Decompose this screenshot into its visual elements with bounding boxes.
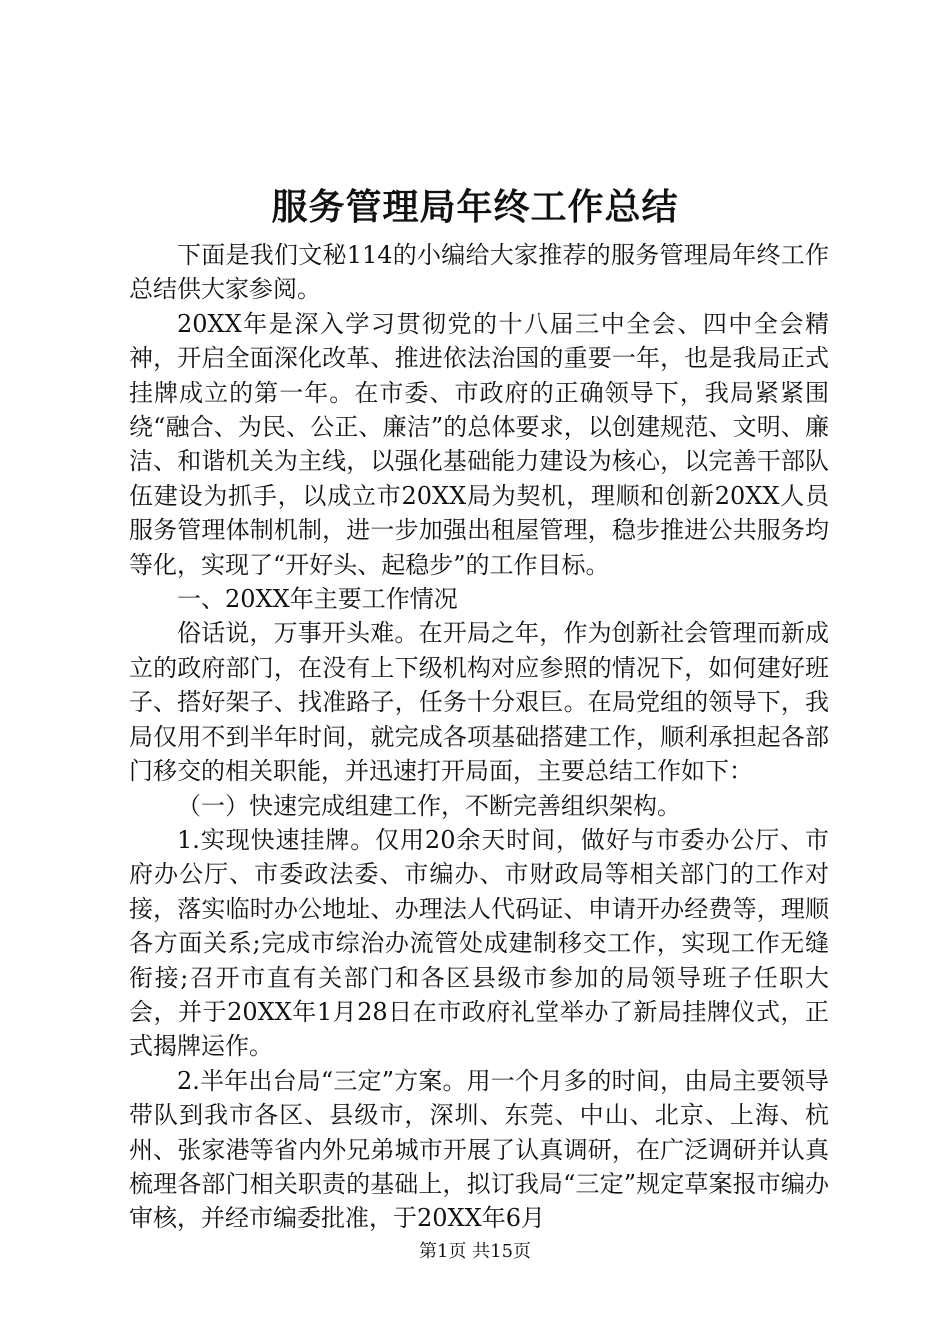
paragraph: 俗话说，万事开头难。在开局之年，作为创新社会管理而新成立的政府部门，在没有上下级机构对应参照的情况下，如何建好班子、搭好架子、找准路子，任务十分艰巨。在局党组的领导下，我局仅用不到半年时间，就完成各项基础搭建工作，顺利承担起各部门移交的相关职能，并迅速打开局面，主要总结工作如下： (129, 619, 829, 786)
subsection-heading: （一）快速完成组建工作，不断完善组织架构。 (177, 791, 681, 820)
document-body (129, 238, 829, 1236)
paragraph: 下面是我们文秘114的小编给大家推荐的服务管理局年终工作总结供大家参阅。 (129, 241, 829, 304)
page-footer: 第1页 共15页 (418, 1241, 532, 1262)
paragraph: 2.半年出台局“三定”方案。用一个月多的时间，由局主要领导带队到我市各区、县级市，深圳、东莞、中山、北京、上海、杭州、张家港等省内外兄弟城市开展了认真调研，在广泛调研并认真梳理各部门相关职责的基础上，拟订我局“三定”规定草案报市编办审核，并经市编委批准，于20XX年6月 (129, 1066, 829, 1233)
paragraph: 20XX年是深入学习贯彻党的十八届三中全会、四中全会精神，开启全面深化改革、推进依法治国的重要一年，也是我局正式挂牌成立的第一年。在市委、市政府的正确领导下，我局紧紧围绕“融合、为民、公正、廉洁”的总体要求，以创建规范、文明、廉洁、和谐机关为主线，以强化基础能力建设为核心，以完善干部队伍建设为抓手，以成立市20XX局为契机，理顺和创新20XX人员服务管理体制机制，进一步加强出租屋管理，稳步推进公共服务均等化，实现了“开好头、起稳步”的工作目标。 (129, 309, 829, 579)
document-title: 服务管理局年终工作总结 (271, 187, 679, 228)
section-heading: 一、20XX年主要工作情况 (177, 585, 458, 614)
paragraph: 1.实现快速挂牌。仅用20余天时间，做好与市委办公厅、市府办公厅、市委政法委、市编办、市财政局等相关部门的工作对接，落实临时办公地址、办理法人代码证、申请开办经费等，理顺各方面关系;完成市综治办流管处成建制移交工作，实现工作无缝衔接;召开市直有关部门和各区县级市参加的局领导班子任职大会，并于20XX年1月28日在市政府礼堂举办了新局挂牌仪式，正式揭牌运作。 (129, 825, 829, 1061)
